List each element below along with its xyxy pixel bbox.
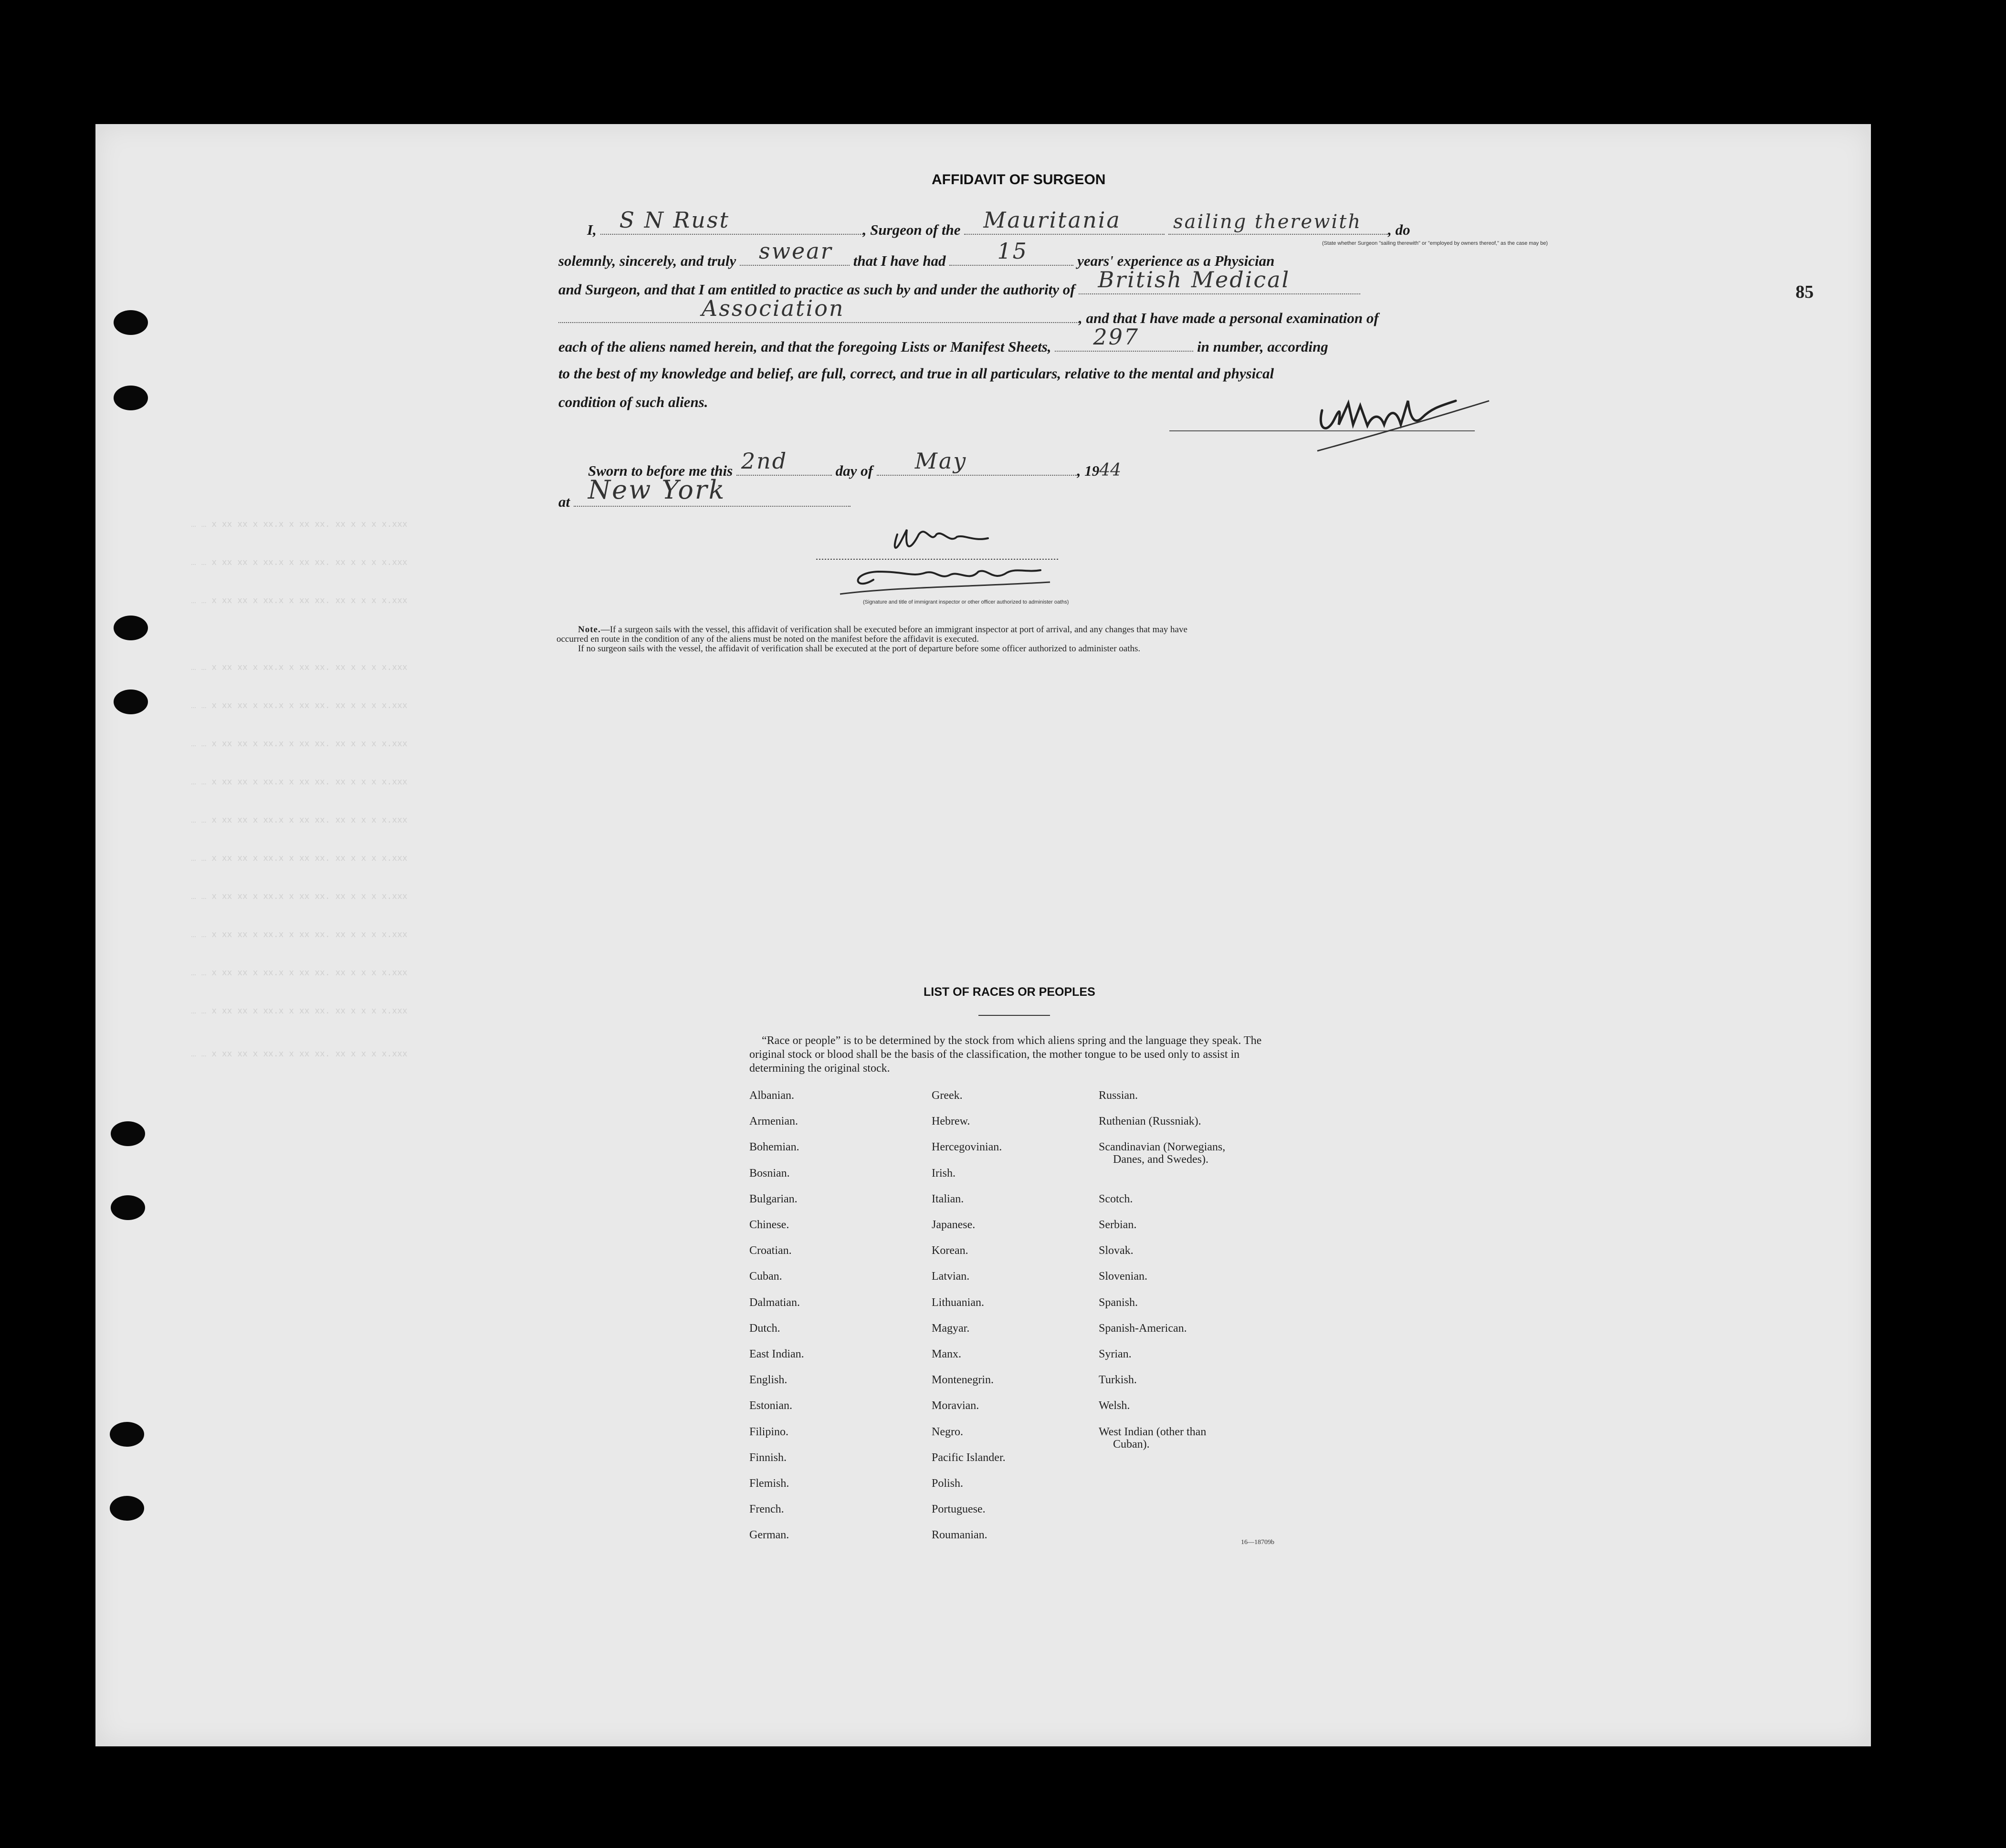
race-item: Bosnian.: [749, 1167, 790, 1180]
place-field: [574, 475, 851, 507]
sworn-mid: day of: [835, 462, 873, 479]
sworn-day-handwritten: 2nd: [741, 448, 788, 474]
race-item: Polish.: [932, 1477, 964, 1490]
race-item: Montenegrin.: [932, 1374, 994, 1387]
oath-field: [740, 238, 850, 266]
race-item: Korean.: [932, 1244, 968, 1257]
race-item: Croatian.: [749, 1244, 792, 1257]
race-item: Dutch.: [749, 1322, 780, 1335]
authority-cont-field: [558, 295, 1079, 323]
race-item: Portuguese.: [932, 1503, 986, 1516]
sworn-year-handwritten: 44: [1099, 460, 1122, 480]
race-item: Syrian.: [1099, 1348, 1132, 1360]
race-item: Hebrew.: [932, 1115, 970, 1128]
race-item: Irish.: [932, 1167, 956, 1180]
race-item: Slovak.: [1099, 1244, 1134, 1257]
race-item: Bulgarian.: [749, 1192, 798, 1205]
authority-cont-handwritten: Association: [702, 295, 845, 321]
line2-mid: that I have had: [853, 252, 946, 269]
race-item: Bohemian.: [749, 1141, 799, 1154]
affidavit-line-3: [558, 267, 1360, 298]
race-item: Manx.: [932, 1348, 961, 1360]
surgeon-signature: [1313, 391, 1494, 458]
race-item: Hercegovinian.: [932, 1141, 1002, 1154]
affidavit-line-6: to the best of my knowledge and belief, are full, correct, and true in all particulars, relative to the mental and physical: [558, 365, 1274, 382]
race-item: Ruthenian (Russniak).: [1099, 1115, 1201, 1128]
affidavit-line-1: [587, 207, 1410, 239]
race-item: Armenian.: [749, 1115, 798, 1128]
races-title-rule: [978, 1015, 1050, 1016]
punch-hole: [110, 1496, 144, 1521]
authority-field: [1079, 267, 1360, 294]
race-item: Slovenian.: [1099, 1270, 1147, 1283]
race-item: Japanese.: [932, 1219, 976, 1231]
page-number: 85: [1796, 282, 1814, 302]
line1-prefix: I,: [587, 221, 597, 238]
race-item: Dalmatian.: [749, 1296, 800, 1309]
place-prefix: at: [558, 493, 570, 510]
line2-prefix: solemnly, sincerely, and truly: [558, 252, 736, 269]
line2-suffix: years' experience as a Physician: [1077, 252, 1275, 269]
race-item: Flemish.: [749, 1477, 789, 1490]
race-item: Magyar.: [932, 1322, 970, 1335]
note-line-1: [557, 625, 1187, 635]
race-item: Serbian.: [1099, 1219, 1137, 1231]
race-item: Finnish.: [749, 1451, 787, 1464]
vessel-name-field: [964, 207, 1165, 235]
vessel-name-handwritten: Mauritania: [983, 207, 1121, 233]
place-handwritten: New York: [588, 475, 726, 505]
race-item: Welsh.: [1099, 1399, 1130, 1412]
surgeon-name-field: [600, 207, 863, 235]
race-item: Greek.: [932, 1089, 963, 1102]
race-item: Russian.: [1099, 1089, 1138, 1102]
place-line: [558, 475, 851, 511]
race-item: Roumanian.: [932, 1529, 987, 1542]
document-sheet: … … x xx xx x xx.x x xx xx. xx x x x x.xxx … … x xx xx x xx.x x xx xx. xx x x x x.xxx … … x xx xx x xx.x x xx xx. xx x x x x.xxx … … x xx xx x xx.x x xx xx. xx x x x x.xxx … … x xx xx x xx.x x xx xx. xx x x x x.xxx … … x xx xx x xx.x x xx xx. xx x x x x.xxx … … x xx xx x xx.x x xx xx. xx x x x x.xxx … … x xx xx x xx.x x xx xx. xx x x x x.xxx … … x xx xx x xx.x x xx xx. xx x x x x.xxx … … x xx xx x xx.x x xx xx. xx x x x x.xxx … … x xx xx x xx.x x xx xx. xx x x x x.xxx … … x xx xx x xx.x x xx xx. xx x x x x.xxx … … x xx xx x xx.x x xx xx. xx x x x x.xxx … … x xx xx x xx.x x xx xx. xx x x x x.xxx AFFIDAVIT OF SURGEON I, S N Rust , Surgeon of the Mauritania sailing therewith , do (State whether Surgeon "sailing therewith" or "employed by owners thereof," as the case may be) solemnly, sincerely, and truly swear that I have had 15 years' experience as a Physician and Surgeon, and that I am entitled to practice as such by and under the authority of British Medical Association , and that I have made a personal examination of each of the aliens named herein, and that the foregoing Lists or Manifest Sheets, 297 in number, according to the best of my knowledge and belief, are full, correct, and true in all particulars, relative to the mental and physical condition of such aliens. 85 Sworn to before me this 2nd day of May , 1944 at New York (Signature and title of immigrant inspector or other officer authorized to administer oaths) Note.—If a surgeon sails with the vessel, this affidavit of verification shall be executed before an immigrant inspector at port of arrival, and any changes that may have occurred en route in the condition of any of the aliens must be noted on the manifest before the affidavit is executed. If no surgeon sails with the vessel, the affidavit of verification shall be executed at the port of departure before some officer authorized to administer oaths. LIST OF RACES OR PEOPLES “Race or people” is to be determined by the stock from which aliens spring and the language they speak. The original stock or blood shall be the basis of the classification, the mother tongue to be used only to assist in determining the original stock. Albanian. Armenian. Bohemian. Bosnian. Bulgarian. Chinese. Croatian. Cuban. Dalmatian. Dutch. East Indian. English. Estonian. Filipino. Finnish. Flemish. French. German. Greek. Hebrew. Hercegovinian. Irish. Italian. Japanese. Korean. Latvian. Lithuanian. Magyar. Manx. Montenegrin. Moravian. Negro. Pacific Islander. Polish. Portuguese. Roumanian. Russian. Ruthenian (Russniak). Scandinavian (Norwegians, Danes, and Swedes). Scotch. Serbian. Slovak. Slovenian. Spanish. Spanish-American. Syrian. Turkish. Welsh. West Indian (other than Cuban). 16—18709b: [95, 124, 1871, 1746]
note-line-2: occurred en route in the condition of any of the aliens must be noted on the manifest before the affidavit is executed.: [557, 634, 979, 644]
race-item: Latvian.: [932, 1270, 970, 1283]
years-handwritten: 15: [997, 238, 1028, 264]
sworn-month-field: [877, 448, 1077, 476]
race-item: Lithuanian.: [932, 1296, 984, 1309]
line5-suffix: in number, according: [1197, 338, 1328, 355]
affidavit-line-7: condition of such aliens.: [558, 394, 708, 410]
sailing-field: [1168, 211, 1388, 235]
race-item: Albanian.: [749, 1089, 794, 1102]
note-line-3: If no surgeon sails with the vessel, the affidavit of verification shall be executed at the port of departure before some officer authorized to administer oaths.: [578, 644, 1141, 654]
officer-signature: [811, 515, 1060, 601]
note-label: Note.: [578, 625, 601, 635]
affidavit-title: AFFIDAVIT OF SURGEON: [932, 172, 1106, 188]
authority-handwritten: British Medical: [1098, 267, 1291, 292]
race-item: Estonian.: [749, 1399, 792, 1412]
note-text-1: —If a surgeon sails with the vessel, this affidavit of verification shall be executed before an immigrant inspector at port of arrival, and any changes that may have: [600, 625, 1187, 635]
sworn-month-handwritten: May: [914, 448, 967, 474]
race-item: Scandinavian (Norwegians, Danes, and Swedes).: [1099, 1141, 1226, 1166]
punch-hole: [111, 1121, 145, 1146]
sheets-field: [1055, 324, 1193, 352]
sworn-day-field: [736, 448, 832, 476]
sworn-year-prefix: , 19: [1077, 462, 1100, 479]
race-item: Italian.: [932, 1192, 964, 1205]
race-item: Scotch.: [1099, 1192, 1133, 1205]
line4-suffix: , and that I have made a personal examination of: [1079, 310, 1379, 326]
race-item: French.: [749, 1503, 784, 1516]
punch-hole: [114, 689, 148, 714]
line1-mid: , Surgeon of the: [862, 221, 961, 238]
race-item: West Indian (other than Cuban).: [1099, 1425, 1207, 1451]
affidavit-line-4: [558, 295, 1379, 327]
race-item: Filipino.: [749, 1425, 789, 1438]
punch-hole: [114, 386, 148, 410]
sheets-handwritten: 297: [1093, 324, 1140, 350]
affidavit-line-5: [558, 324, 1328, 355]
race-item: Moravian.: [932, 1399, 979, 1412]
race-item: Pacific Islander.: [932, 1451, 1006, 1464]
races-intro: “Race or people” is to be determined by the stock from which aliens spring and the language they speak. The original stock or blood shall be the basis of the classification, the mother tongue to be used only to assist in determining the original stock.: [749, 1034, 1262, 1075]
punch-hole: [114, 616, 148, 640]
sailing-handwritten: sailing therewith: [1173, 211, 1362, 233]
sworn-prefix: Sworn to before me this: [588, 462, 733, 479]
race-item: Spanish.: [1099, 1296, 1138, 1309]
signatory-caption: (Signature and title of immigrant inspector or other officer authorized to administer oaths): [863, 599, 1069, 605]
form-code: 16—18709b: [1241, 1539, 1274, 1546]
surgeon-name-handwritten: S N Rust: [619, 207, 730, 233]
oath-handwritten: swear: [759, 238, 833, 264]
punch-hole: [110, 1422, 144, 1447]
race-item: Spanish-American.: [1099, 1322, 1187, 1335]
years-field: [949, 238, 1073, 266]
line5-prefix: each of the aliens named herein, and that the foregoing Lists or Manifest Sheets,: [558, 338, 1051, 355]
punch-hole: [111, 1195, 145, 1220]
race-item: Turkish.: [1099, 1374, 1137, 1387]
line3-text: and Surgeon, and that I am entitled to practice as such by and under the authority of: [558, 281, 1075, 298]
race-item: English.: [749, 1374, 788, 1387]
race-item: German.: [749, 1529, 789, 1542]
races-title: LIST OF RACES OR PEOPLES: [924, 985, 1095, 999]
race-item: Chinese.: [749, 1219, 789, 1231]
note-block: [557, 625, 1187, 654]
race-item: East Indian.: [749, 1348, 804, 1360]
race-item: Negro.: [932, 1425, 963, 1438]
punch-hole: [114, 310, 148, 335]
line1-suffix: , do: [1388, 221, 1410, 238]
race-item: Cuban.: [749, 1270, 782, 1283]
owner-note: (State whether Surgeon "sailing therewith" or "employed by owners thereof," as the case may be): [1322, 240, 1548, 246]
